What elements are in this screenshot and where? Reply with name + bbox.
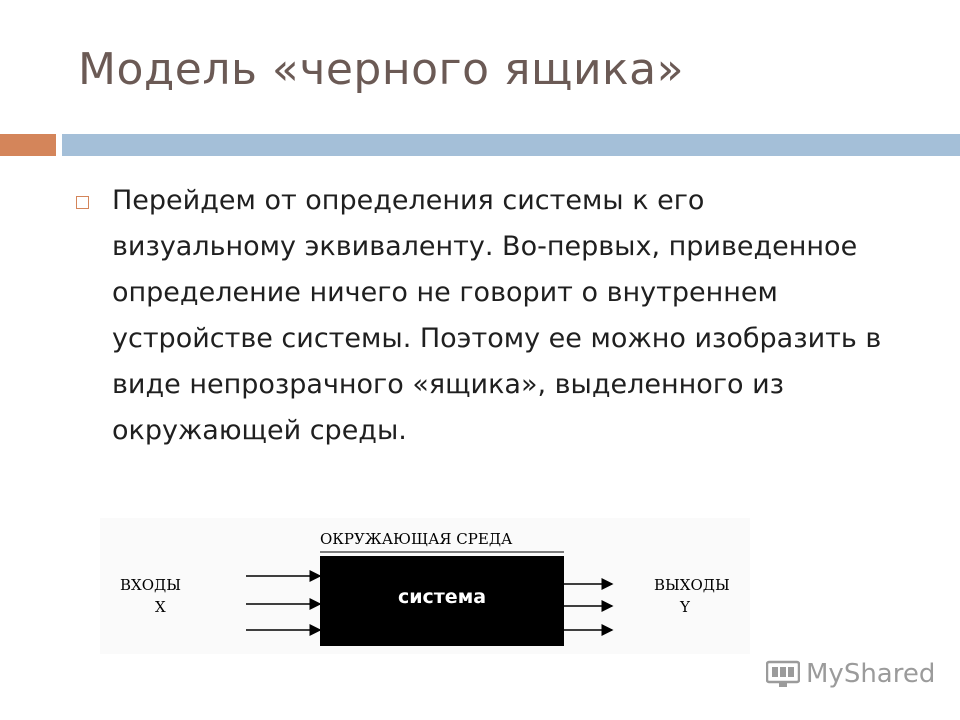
slide-title: Модель «черного ящика»: [78, 44, 685, 95]
watermark-logo: [766, 656, 935, 692]
system-label: система: [397, 586, 487, 608]
watermark-text: MyShared: [806, 659, 936, 689]
myshared-logo-icon: [766, 659, 800, 689]
accent-bar-orange: [0, 134, 56, 156]
inputs-variable: X: [155, 598, 166, 616]
outputs-variable: Y: [680, 598, 690, 616]
slide-body-text: Перейдем от определения системы к его визуальному эквиваленту. Во-первых, приведенное определение ничего не говорит о внутреннем устройстве системы. Поэтому ее можно изобразить в виде непрозрачного «ящика», выделенного из окружающей среды.: [112, 185, 882, 446]
system-box: [320, 556, 564, 646]
environment-label: ОКРУЖАЮЩАЯ СРЕДА: [320, 530, 513, 548]
accent-bar-blue: [62, 134, 960, 156]
inputs-label: ВХОДЫ: [120, 576, 181, 594]
bullet-square-icon: [76, 196, 89, 209]
outputs-label: ВЫХОДЫ: [654, 576, 730, 594]
black-box-diagram: [100, 518, 750, 654]
